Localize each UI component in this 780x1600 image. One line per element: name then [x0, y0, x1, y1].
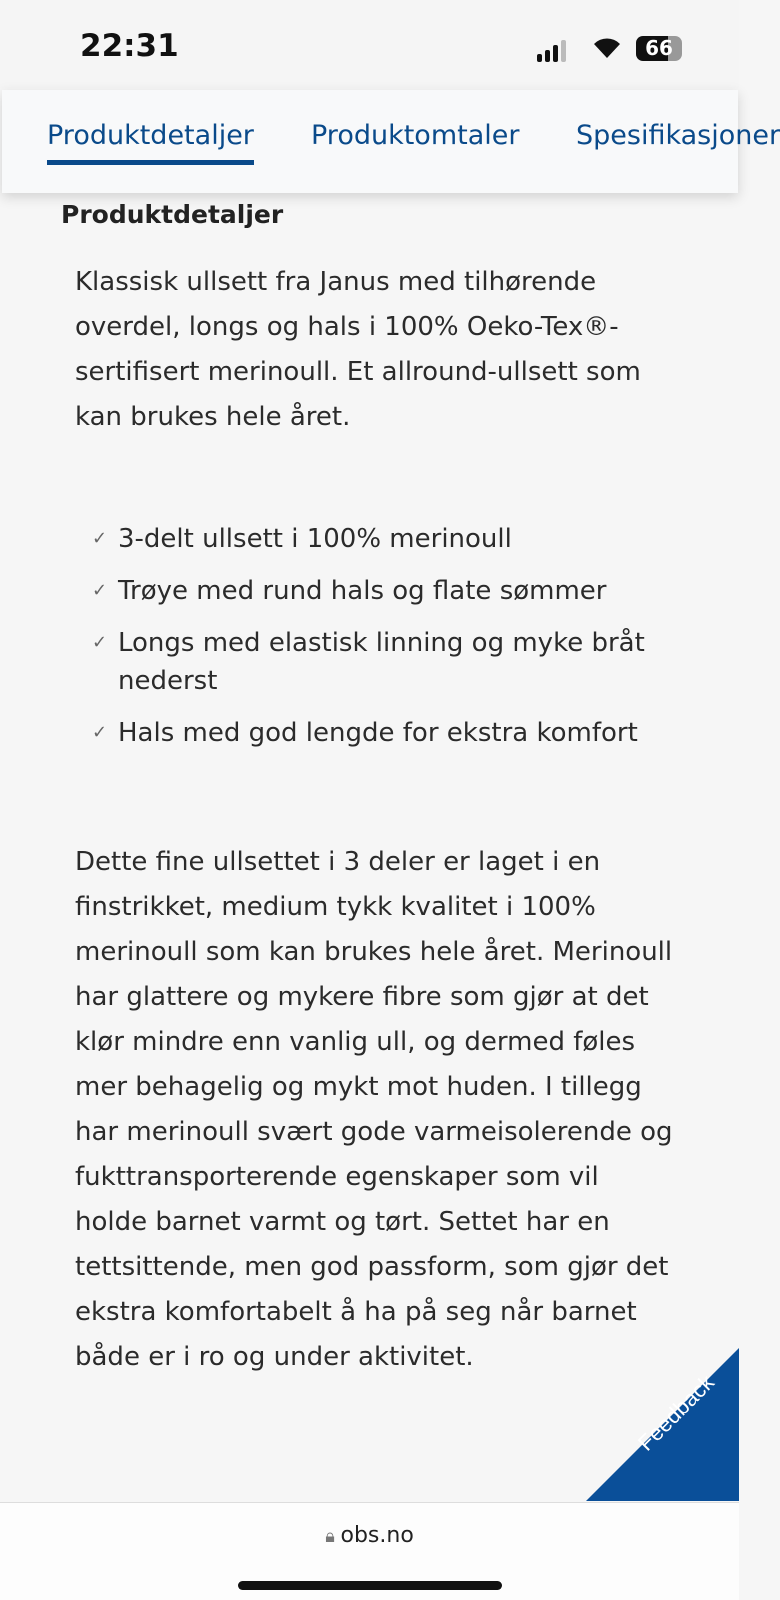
list-item: [92, 624, 672, 700]
tab-produktdetaljer[interactable]: Produktdetaljer: [47, 120, 254, 151]
list-item: [92, 572, 672, 610]
signal-icon: [537, 40, 566, 62]
intro-text: Klassisk ullsett fra Janus med tilhørende overdel, longs og hals i 100% Oeko-Tex®-sertifisert merinoull. Et allround-ullsett som kan brukes hele året.: [75, 267, 641, 432]
list-item-text: Longs med elastisk linning og myke bråt nederst: [118, 628, 645, 696]
tab-spesifikasjoner[interactable]: Spesifikasjoner: [576, 120, 780, 151]
list-item-text: Hals med god lengde for ekstra komfort: [118, 718, 638, 748]
check-icon: ✓: [92, 722, 108, 743]
check-icon: ✓: [92, 528, 108, 549]
feature-list: [92, 520, 672, 766]
list-item-text: 3-delt ullsett i 100% merinoull: [118, 524, 512, 554]
wifi-icon: [592, 36, 622, 60]
home-indicator[interactable]: [238, 1581, 502, 1590]
tab-bar: [2, 90, 780, 193]
check-icon: ✓: [92, 632, 108, 653]
browser-bar: [0, 1502, 739, 1600]
status-bar: [0, 0, 739, 88]
tab-produktomtaler[interactable]: Produktomtaler: [311, 120, 520, 151]
list-item: [92, 714, 672, 752]
url-bar[interactable]: [0, 1523, 739, 1548]
lock-icon: 🔒︎: [325, 1526, 341, 1547]
description-text: Dette fine ullsettet i 3 deler er laget i en finstrikket, medium tykk kvalitet i 100% merinoull som kan brukes hele året. Merinoull har glattere og mykere fibre som gjør at det klør mindre enn vanlig ull, og dermed føles mer behagelig og mykt mot huden. I tillegg har merinoull svært gode varmeisolerende og fukttransporterende egenskaper som vil holde barnet varmt og tørt. Settet har en tettsittende, men god passform, som gjør det ekstra komfortabelt å ha på seg når barnet både er i ro og under aktivitet.: [75, 847, 673, 1372]
clock: 22:31: [80, 28, 179, 64]
list-item-text: Trøye med rund hals og flate sømmer: [118, 576, 607, 606]
battery-icon: 66: [636, 36, 682, 61]
url-text: obs.no: [340, 1523, 414, 1548]
feedback-label[interactable]: Feedback: [632, 1369, 719, 1456]
list-item: [92, 520, 672, 558]
check-icon: ✓: [92, 580, 108, 601]
section-title: Produktdetaljer: [61, 200, 284, 229]
